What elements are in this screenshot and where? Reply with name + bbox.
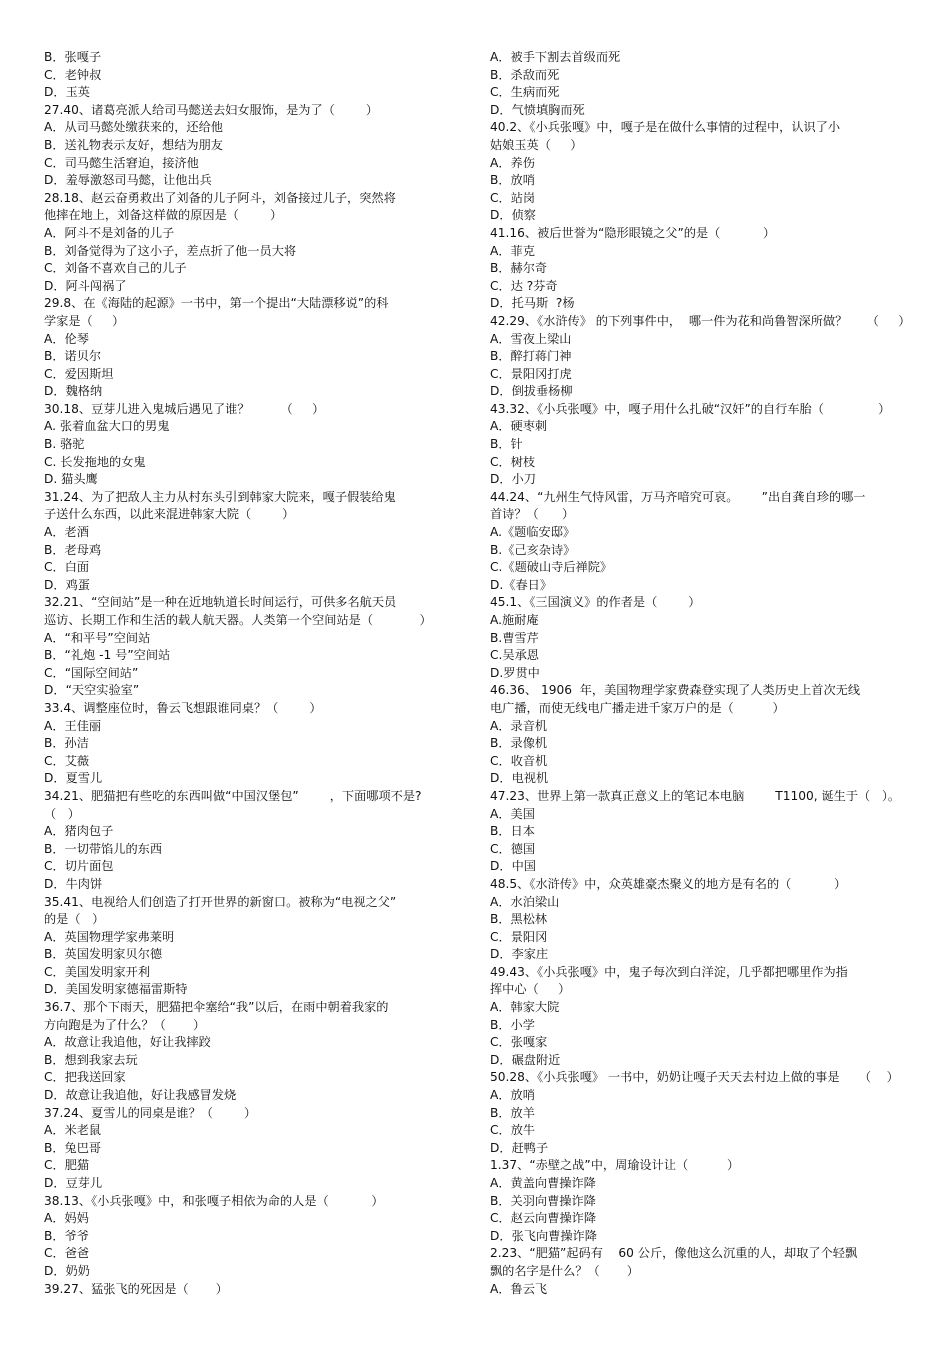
text-line: A．被手下割去首级而死 — [490, 50, 621, 64]
text-line: 30.18、豆芽儿进入鬼城后遇见了谁？ （ ） — [44, 401, 325, 416]
text-line: B．放羊 — [490, 1105, 535, 1120]
text-line: 他摔在地上，刘备这样做的原因是（ ） — [44, 208, 283, 223]
text-line: D. 猫头鹰 — [44, 472, 98, 487]
text-line: C．赵云向曹操诈降 — [490, 1211, 597, 1226]
text-line: 巡访、长期工作和生活的载人航天器。人类第一个空间站是（ ） — [44, 613, 432, 627]
text-line: C．德国 — [490, 841, 536, 856]
text-line: A．水泊梁山 — [490, 894, 560, 909]
text-line: A．从司马懿处缴获来的，还给他 — [44, 120, 223, 135]
text-line: A．菲克 — [490, 243, 535, 258]
text-line: B．送礼物表示友好，想结为朋友 — [44, 137, 223, 152]
text-line: B．张嘎子 — [44, 50, 102, 64]
text-line: 28.18、赵云奋勇救出了刘备的儿子阿斗，刘备接过儿子，突然将 — [44, 190, 396, 205]
text-line: B．诺贝尔 — [44, 349, 102, 364]
right-column — [490, 49, 910, 1298]
text-line: D．美国发明家德福雷斯特 — [44, 982, 188, 997]
text-line: D.罗贯中 — [490, 665, 540, 680]
text-line: A．老酒 — [44, 525, 89, 540]
text-line: B．刘备觉得为了这小子，差点折了他一员大将 — [44, 243, 297, 258]
text-line: D．玉英 — [44, 85, 90, 100]
text-line: B．爷爷 — [44, 1228, 89, 1243]
text-line: D．鸡蛋 — [44, 577, 90, 592]
text-line: B．录像机 — [490, 736, 548, 751]
text-line: 50.28、《小兵张嘎》 一书中，奶奶让嘎子天天去村边上做的事是 （ ） — [490, 1070, 899, 1085]
text-line: A．伦琴 — [44, 331, 89, 346]
text-line: 首诗？（ ） — [490, 507, 575, 522]
text-line: B．日本 — [490, 824, 535, 839]
text-line: 29.8、在《海陆的起源》一书中，第一个提出“大陆漂移说”的科 — [44, 296, 389, 311]
text-line: B．老母鸡 — [44, 542, 102, 557]
text-line: D．气愤填胸而死 — [490, 102, 585, 117]
text-line: D．豆芽儿 — [44, 1176, 103, 1190]
text-line: 1.37、“赤壁之战”中，周瑜设计让（ ） — [490, 1158, 740, 1173]
text-line: D．侦察 — [490, 208, 536, 223]
text-line: C．把我送回家 — [44, 1070, 126, 1085]
text-line: A. 张着血盆大口的男鬼 — [44, 419, 170, 434]
text-line: 36.7、那个下雨天，肥猫把伞塞给“我”以后，在雨中朝着我家的 — [44, 1000, 389, 1015]
text-line: A．韩家大院 — [490, 1000, 560, 1015]
text-line: A．养伤 — [490, 155, 535, 170]
text-line: B．赫尔奇 — [490, 261, 548, 276]
text-line: B．关羽向曹操诈降 — [490, 1193, 596, 1208]
text-line: A．王佳丽 — [44, 718, 102, 733]
text-line: 姑娘玉英（ ） — [490, 137, 583, 152]
text-line: B．兔巴哥 — [44, 1140, 102, 1155]
text-line: C．树枝 — [490, 454, 536, 469]
text-line: A．黄盖向曹操诈降 — [490, 1176, 596, 1190]
text-line: 45.1、《三国演义》的作者是（ ） — [490, 595, 701, 610]
text-line: 48.5、《水浒传》中，众英雄豪杰聚义的地方是有名的（ ） — [490, 876, 847, 891]
text-line: C．生病而死 — [490, 85, 560, 100]
text-line: D.《春日》 — [490, 577, 553, 592]
text-line: C．景阳冈 — [490, 929, 548, 944]
text-line: 27.40、诸葛亮派人给司马懿送去妇女服饰，是为了（ ） — [44, 102, 379, 117]
text-line: D．李家庄 — [490, 947, 549, 962]
text-line: B．醉打蒋门神 — [490, 349, 572, 364]
text-line: B．放哨 — [490, 173, 535, 188]
text-line: C．张嘎家 — [490, 1035, 548, 1050]
text-line: D．魏格纳 — [44, 384, 103, 399]
text-line: A．雪夜上梁山 — [490, 331, 572, 346]
text-line: A．故意让我追他，好让我摔跤 — [44, 1035, 211, 1050]
text-line: B．黑松林 — [490, 912, 548, 927]
text-line: C．达 ?芬奇 — [490, 278, 558, 293]
text-line: 学家是（ ） — [44, 313, 125, 328]
text-line: B．想到我家去玩 — [44, 1052, 138, 1067]
text-line: A．放哨 — [490, 1088, 535, 1103]
text-line: A．鲁云飞 — [490, 1281, 548, 1296]
text-line: A．阿斗不是刘备的儿子 — [44, 225, 175, 240]
text-line: A．“和平号”空间站 — [44, 630, 151, 645]
text-line: D．托马斯 ?杨 — [490, 296, 575, 311]
text-line: 挥中心（ ） — [490, 982, 571, 997]
text-line: B.《己亥杂诗》 — [490, 542, 576, 557]
text-line: 电广播，而使无线电广播走进千家万户的是（ ） — [490, 700, 785, 715]
text-line: A．猪肉包子 — [44, 824, 114, 839]
text-line: 47.23、世界上第一款真正意义上的笔记本电脑 T1100, 诞生于（ ）。 — [490, 788, 901, 803]
text-line: C．爸爸 — [44, 1246, 90, 1261]
text-line: 31.24、为了把敌人主力从村东头引到韩家大院来，嘎子假装给鬼 — [44, 489, 396, 504]
text-line: D．电视机 — [490, 771, 549, 786]
text-line: B．英国发明家贝尔德 — [44, 947, 163, 962]
text-line: C．放牛 — [490, 1123, 536, 1138]
text-line: D．小刀 — [490, 472, 536, 487]
text-line: 42.29、《水浒传》 的下列事件中， 哪一件为花和尚鲁智深所做？ （ ） — [490, 313, 911, 328]
text-line: D．奶奶 — [44, 1263, 90, 1278]
text-line: C.吴承恩 — [490, 648, 539, 663]
text-line: 32.21、“空间站”是一种在近地轨道长时间运行，可供多名航天员 — [44, 595, 397, 610]
text-line: 2.23、“肥猫”起码有 60 公斤，像他这么沉重的人，却取了个轻飘 — [490, 1246, 858, 1261]
text-line: C．肥猫 — [44, 1158, 90, 1173]
text-line: 35.41、电视给人们创造了打开世界的新窗口。被称为“电视之父” — [44, 894, 397, 909]
text-line: C．“国际空间站” — [44, 665, 139, 680]
text-line: 44.24、“九州生气恃风雷，万马齐喑究可哀。 ”出自龚自珍的哪一 — [490, 489, 866, 504]
text-line: 40.2、《小兵张嘎》中，嘎子是在做什么事情的过程中，认识了小 — [490, 120, 841, 135]
text-line: A.施耐庵 — [490, 613, 539, 627]
text-line: D．张飞向曹操诈降 — [490, 1228, 597, 1243]
text-line: 34.21、肥猫把有些吃的东西叫做“中国汉堡包” ，下面哪项不是? — [44, 788, 422, 803]
text-line: A.《题临安邸》 — [490, 525, 576, 540]
text-line: D．牛肉饼 — [44, 876, 103, 891]
text-line: 飘的名字是什么？（ ） — [490, 1263, 639, 1278]
text-line: A．米老鼠 — [44, 1123, 102, 1138]
text-line: B．杀敌而死 — [490, 67, 560, 82]
text-line: 49.43、《小兵张嘎》中，鬼子每次到白洋淀，几乎都把哪里作为指 — [490, 964, 848, 979]
text-line: A．录音机 — [490, 718, 548, 733]
text-line: D．赶鸭子 — [490, 1140, 549, 1155]
text-line: 46.36、 1906 年，美国物理学家费森登实现了人类历史上首次无线 — [490, 683, 861, 698]
text-line: A．妈妈 — [44, 1211, 89, 1226]
text-line: 33.4、调整座位时，鲁云飞想跟谁同桌？（ ） — [44, 700, 322, 715]
text-line: A．美国 — [490, 806, 535, 821]
text-line: B．孙洁 — [44, 736, 89, 751]
text-line: A．英国物理学家弗莱明 — [44, 929, 175, 944]
text-line: D．夏雪儿 — [44, 771, 103, 786]
text-line: C．美国发明家开利 — [44, 964, 151, 979]
text-line: D．中国 — [490, 859, 536, 874]
text-line: C.《题破山寺后禅院》 — [490, 560, 613, 575]
text-line: C．景阳冈打虎 — [490, 366, 572, 381]
text-line: （ ） — [44, 806, 80, 821]
text-line: 39.27、猛张飞的死因是（ ） — [44, 1281, 228, 1296]
text-line: B．针 — [490, 437, 523, 452]
text-line: D．“天空实验室” — [44, 683, 140, 698]
left-column — [44, 49, 454, 1298]
text-line: 子送什么东西，以此来混进韩家大院（ ） — [44, 507, 295, 522]
text-line: A．硬枣刺 — [490, 419, 548, 434]
text-line: 方向跑是为了什么？（ ） — [44, 1017, 206, 1032]
text-line: 43.32、《小兵张嘎》中，嘎子用什么扎破“汉奸”的自行车胎（ ） — [490, 401, 891, 416]
text-line: B．“礼炮 -1 号”空间站 — [44, 648, 171, 663]
text-line: B．小学 — [490, 1017, 535, 1032]
text-line: C．刘备不喜欢自己的儿子 — [44, 261, 187, 276]
text-line: C．司马懿生活窘迫，接济他 — [44, 155, 199, 170]
text-line: C．切片面包 — [44, 859, 114, 874]
text-line: C．艾薇 — [44, 753, 90, 768]
text-line: C．站岗 — [490, 190, 536, 205]
text-line: D．故意让我追他，好让我感冒发烧 — [44, 1088, 237, 1103]
text-line: D．碾盘附近 — [490, 1052, 561, 1067]
text-line: 41.16、被后世誉为“隐形眼镜之父”的是（ ） — [490, 225, 776, 240]
text-line: 38.13、《小兵张嘎》中，和张嘎子相依为命的人是（ ） — [44, 1193, 384, 1208]
text-line: 37.24、夏雪儿的同桌是谁？（ ） — [44, 1105, 257, 1120]
text-line: C．老钟叔 — [44, 67, 102, 82]
text-line: C．爱因斯坦 — [44, 366, 114, 381]
text-line: C. 长发拖地的女鬼 — [44, 454, 146, 469]
text-line: B．一切带馅儿的东西 — [44, 841, 163, 856]
text-line: B.曹雪芹 — [490, 630, 539, 645]
text-line: C．白面 — [44, 560, 90, 575]
text-line: C．收音机 — [490, 753, 548, 768]
text-line: D．阿斗闯祸了 — [44, 278, 127, 293]
text-line: D．倒拔垂杨柳 — [490, 384, 573, 399]
text-line: B. 骆驼 — [44, 437, 85, 452]
text-line: D．羞辱激怒司马懿，让他出兵 — [44, 173, 212, 188]
text-line: 的是（ ） — [44, 912, 105, 927]
